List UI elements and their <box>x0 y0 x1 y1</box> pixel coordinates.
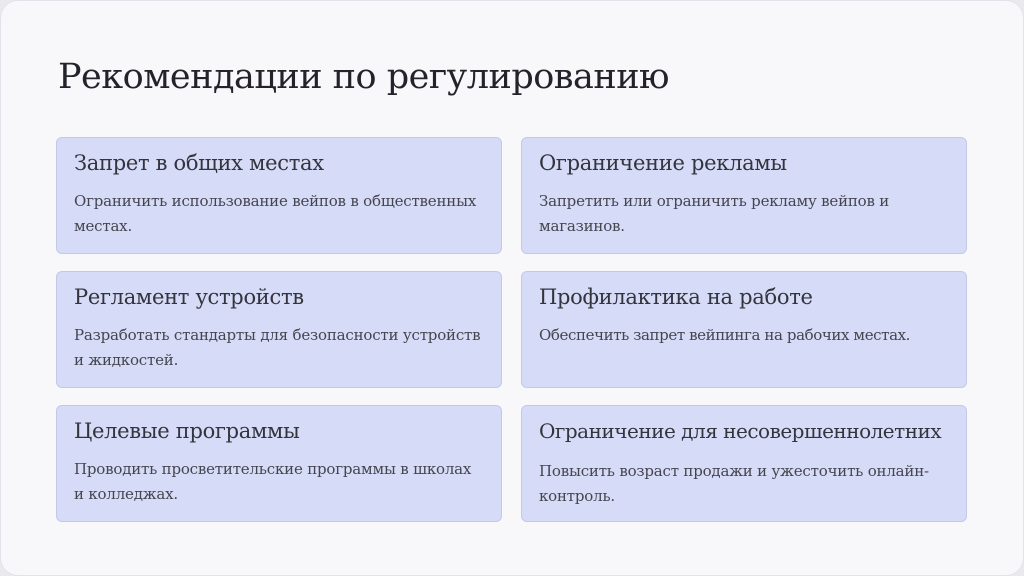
card-heading: Целевые программы <box>74 419 300 443</box>
card-text: Запретить или ограничить рекламу вейпов и магазинов. <box>539 192 890 235</box>
slide-title: Рекомендации по регулированию <box>58 57 669 97</box>
card-advertising-restriction <box>521 137 967 254</box>
card-text: Проводить просветительские программы в школах и колледжах. <box>74 460 472 503</box>
card-public-places-ban <box>56 137 502 254</box>
card-text: Разработать стандарты для безопасности устройств и жидкостей. <box>74 326 481 369</box>
card-heading: Ограничение для несовершеннолетних <box>539 419 942 443</box>
card-workplace-prevention <box>521 271 967 388</box>
card-heading: Ограничение рекламы <box>539 151 787 175</box>
card-text: Ограничить использование вейпов в общественных местах. <box>74 192 477 235</box>
card-device-regulation <box>56 271 502 388</box>
card-text: Повысить возраст продажи и ужесточить онлайн-контроль. <box>539 462 929 505</box>
card-heading: Профилактика на работе <box>539 285 813 309</box>
card-heading: Регламент устройств <box>74 285 304 309</box>
card-heading: Запрет в общих местах <box>74 151 324 175</box>
card-minors-restriction <box>521 405 967 522</box>
card-text: Обеспечить запрет вейпинга на рабочих местах. <box>539 326 911 344</box>
card-targeted-programs <box>56 405 502 522</box>
